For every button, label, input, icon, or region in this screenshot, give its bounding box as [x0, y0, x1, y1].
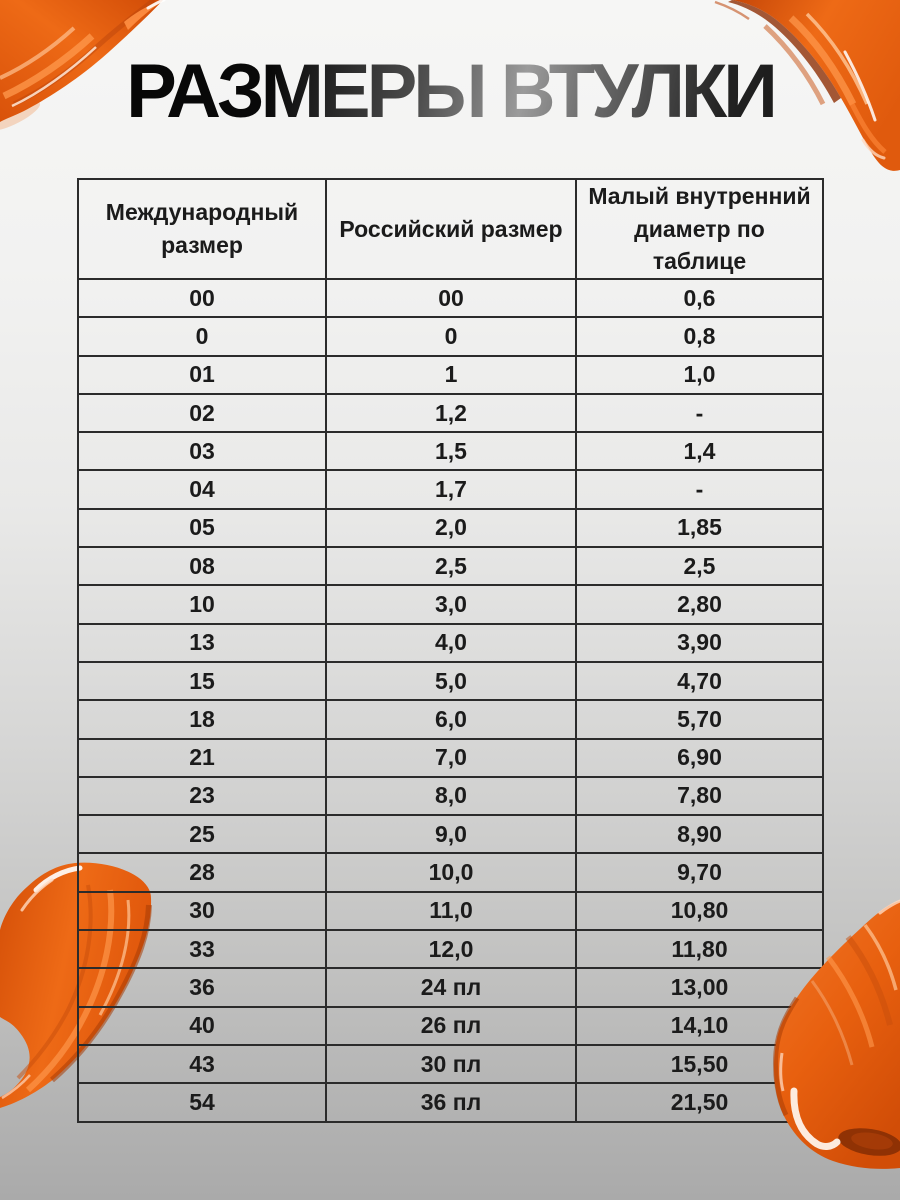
table-cell: -	[576, 394, 823, 432]
table-row	[78, 317, 823, 355]
table-cell: 3,90	[576, 624, 823, 662]
table-row	[78, 470, 823, 508]
table-cell: 4,0	[326, 624, 576, 662]
table-cell: 14,10	[576, 1007, 823, 1045]
column-header-russian-size: Российский размер	[326, 179, 576, 279]
table-cell: 00	[78, 279, 326, 317]
size-table	[77, 178, 824, 1123]
table-row	[78, 1083, 823, 1121]
table-cell: 1,2	[326, 394, 576, 432]
table-cell: 01	[78, 356, 326, 394]
table-cell: 0,6	[576, 279, 823, 317]
table-cell: 8,0	[326, 777, 576, 815]
table-cell: 8,90	[576, 815, 823, 853]
table-cell: 4,70	[576, 662, 823, 700]
table-row	[78, 547, 823, 585]
table-cell: 21	[78, 739, 326, 777]
table-row	[78, 700, 823, 738]
table-cell: 43	[78, 1045, 326, 1083]
table-cell: 1,0	[576, 356, 823, 394]
table-cell: 1,85	[576, 509, 823, 547]
table-cell: 5,70	[576, 700, 823, 738]
size-table-body	[78, 279, 823, 1122]
table-row	[78, 930, 823, 968]
table-cell: 0	[78, 317, 326, 355]
table-cell: 1,5	[326, 432, 576, 470]
table-cell: 54	[78, 1083, 326, 1121]
table-cell: 7,80	[576, 777, 823, 815]
table-row	[78, 432, 823, 470]
table-cell: 04	[78, 470, 326, 508]
table-cell: 02	[78, 394, 326, 432]
table-row	[78, 739, 823, 777]
table-row	[78, 815, 823, 853]
table-row	[78, 662, 823, 700]
table-cell: 05	[78, 509, 326, 547]
table-cell: 36	[78, 968, 326, 1006]
table-cell: 08	[78, 547, 326, 585]
table-cell: 00	[326, 279, 576, 317]
table-row	[78, 1045, 823, 1083]
table-cell: 0	[326, 317, 576, 355]
table-cell: 25	[78, 815, 326, 853]
table-cell: 36 пл	[326, 1083, 576, 1121]
table-cell: 10,80	[576, 892, 823, 930]
page-title: РАЗМЕРЫ ВТУЛКИ	[0, 54, 900, 130]
table-cell: 12,0	[326, 930, 576, 968]
table-row	[78, 585, 823, 623]
table-cell: 6,90	[576, 739, 823, 777]
table-row	[78, 624, 823, 662]
table-cell: 21,50	[576, 1083, 823, 1121]
table-cell: 30	[78, 892, 326, 930]
table-cell: 13	[78, 624, 326, 662]
table-row	[78, 356, 823, 394]
table-cell: 15	[78, 662, 326, 700]
table-cell: 9,70	[576, 853, 823, 891]
table-cell: 11,0	[326, 892, 576, 930]
table-row	[78, 279, 823, 317]
table-cell: 2,5	[326, 547, 576, 585]
table-cell: 6,0	[326, 700, 576, 738]
table-cell: 03	[78, 432, 326, 470]
table-cell: 9,0	[326, 815, 576, 853]
table-row	[78, 509, 823, 547]
table-cell: 33	[78, 930, 326, 968]
column-header-international-size: Международный размер	[78, 179, 326, 279]
table-cell: 1	[326, 356, 576, 394]
table-cell: 7,0	[326, 739, 576, 777]
table-cell: 11,80	[576, 930, 823, 968]
table-row	[78, 968, 823, 1006]
table-header-row	[78, 179, 823, 279]
table-cell: 13,00	[576, 968, 823, 1006]
table-cell: 18	[78, 700, 326, 738]
table-cell: 28	[78, 853, 326, 891]
table-cell: 40	[78, 1007, 326, 1045]
table-cell: 30 пл	[326, 1045, 576, 1083]
table-cell: 23	[78, 777, 326, 815]
table-cell: 2,5	[576, 547, 823, 585]
table-cell: 2,80	[576, 585, 823, 623]
table-cell: 1,4	[576, 432, 823, 470]
table-row	[78, 892, 823, 930]
table-cell: 10	[78, 585, 326, 623]
table-row	[78, 777, 823, 815]
table-cell: 2,0	[326, 509, 576, 547]
table-cell: 24 пл	[326, 968, 576, 1006]
table-cell: 1,7	[326, 470, 576, 508]
table-row	[78, 853, 823, 891]
table-cell: 3,0	[326, 585, 576, 623]
table-cell: 10,0	[326, 853, 576, 891]
column-header-inner-diameter: Малый внутренний диаметр по таблице	[576, 179, 823, 279]
table-row	[78, 394, 823, 432]
paint-blob-bottom-right-icon	[720, 895, 900, 1185]
table-cell: 0,8	[576, 317, 823, 355]
table-cell: 26 пл	[326, 1007, 576, 1045]
table-cell: 15,50	[576, 1045, 823, 1083]
table-row	[78, 1007, 823, 1045]
table-cell: 5,0	[326, 662, 576, 700]
table-cell: -	[576, 470, 823, 508]
